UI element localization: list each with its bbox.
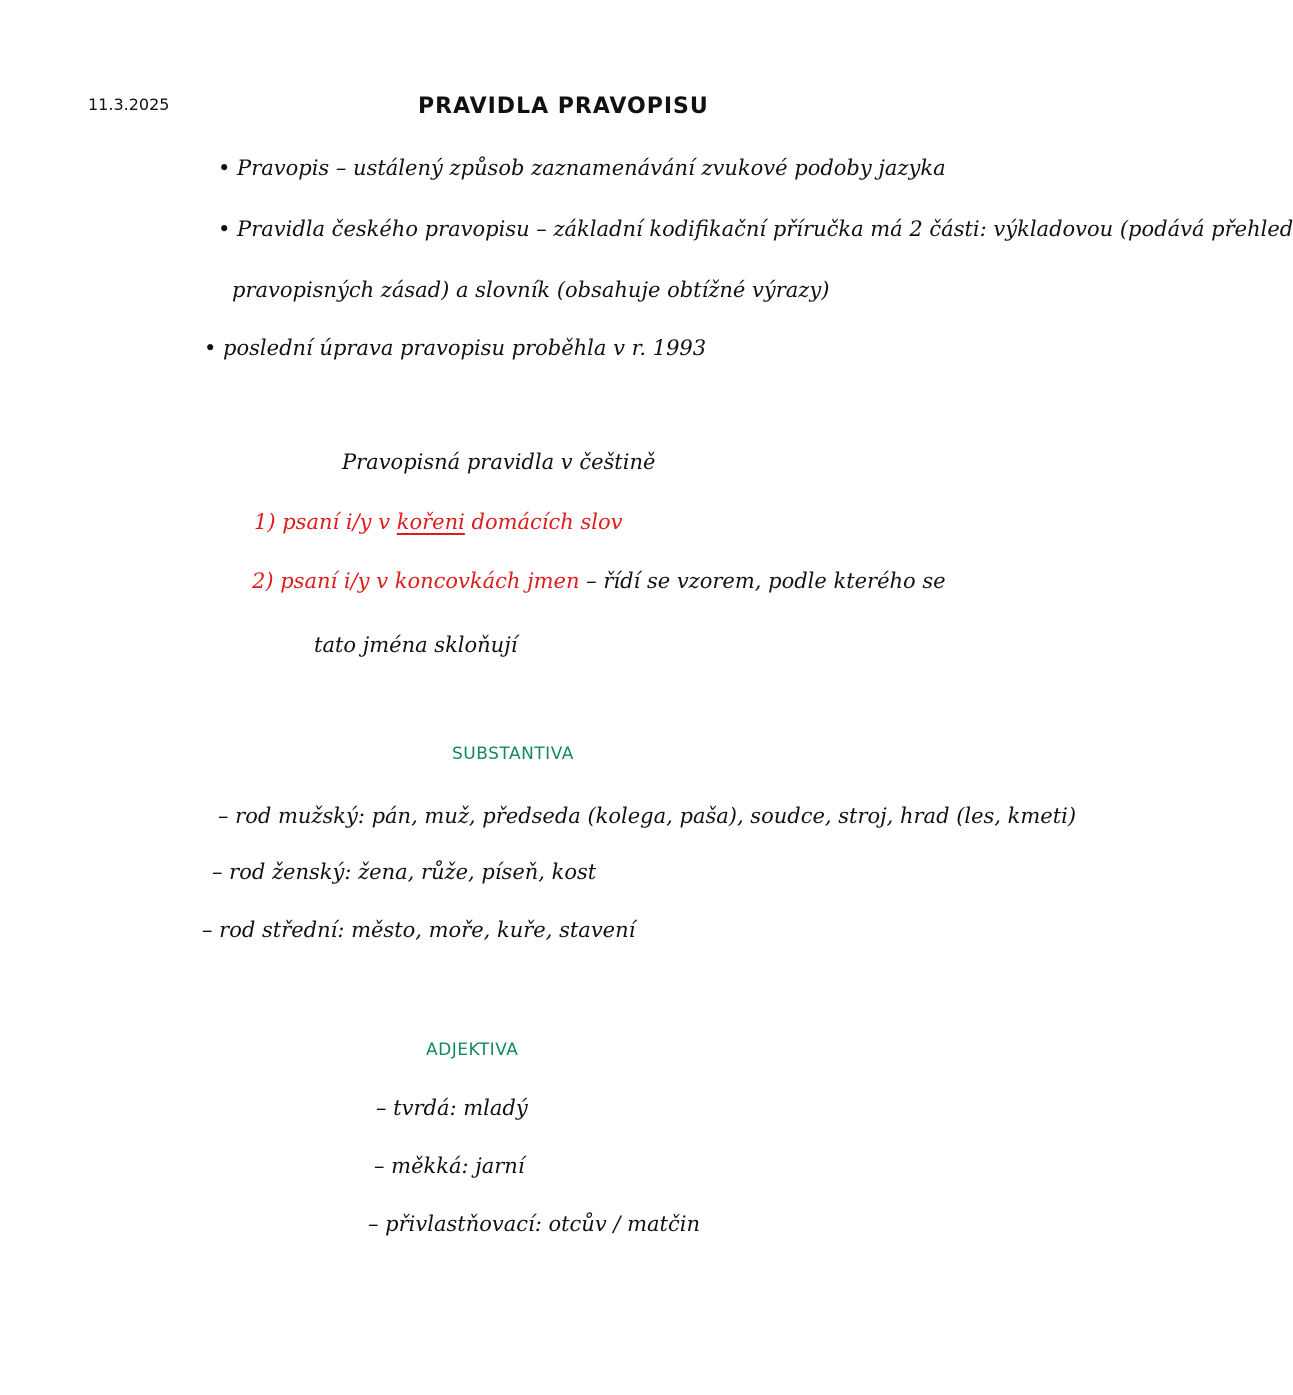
rule-1-suffix: domácích slov (464, 510, 623, 534)
rule-2 (252, 571, 946, 592)
page-title: PRAVIDLA PRAVOPISU (418, 94, 709, 119)
rule-2-black: – řídí se vzorem, podle kterého se (579, 569, 946, 593)
substantiva-line-3: – rod střední: město, moře, kuře, stavení (202, 918, 636, 942)
adjektiva-line-1: – tvrdá: mladý (376, 1096, 528, 1120)
rule-1-underlined: kořeni (396, 510, 465, 534)
rule-1-prefix: 1) psaní i/y v (254, 510, 397, 534)
intro-line-3: pravopisných zásad) a slovník (obsahuje obtížné výrazy) (232, 278, 830, 302)
substantiva-line-2: – rod ženský: žena, růže, píseň, kost (212, 860, 597, 884)
rule-2-continuation: tato jména skloňují (314, 633, 518, 657)
substantiva-heading: SUBSTANTIVA (452, 744, 574, 764)
intro-line-1: • Pravopis – ustálený způsob zaznamenávání zvukové podoby jazyka (218, 156, 946, 180)
intro-line-2: • Pravidla českého pravopisu – základní kodifikační příručka má 2 části: výkladovou (podává přehled (218, 217, 1293, 241)
substantiva-line-1: – rod mužský: pán, muž, předseda (kolega, paša), soudce, stroj, hrad (les, kmeti) (218, 804, 1077, 828)
adjektiva-line-3: – přivlastňovací: otcův / matčin (368, 1212, 701, 1236)
rules-heading: Pravopisná pravidla v češtině (342, 450, 656, 474)
intro-line-4: • poslední úprava pravopisu proběhla v r. 1993 (204, 336, 707, 360)
rule-2-red: 2) psaní i/y v koncovkách jmen (252, 569, 580, 593)
rule-1 (254, 512, 622, 533)
adjektiva-heading: ADJEKTIVA (426, 1040, 519, 1060)
adjektiva-line-2: – měkká: jarní (374, 1154, 525, 1178)
date: 11.3.2025 (88, 95, 170, 114)
